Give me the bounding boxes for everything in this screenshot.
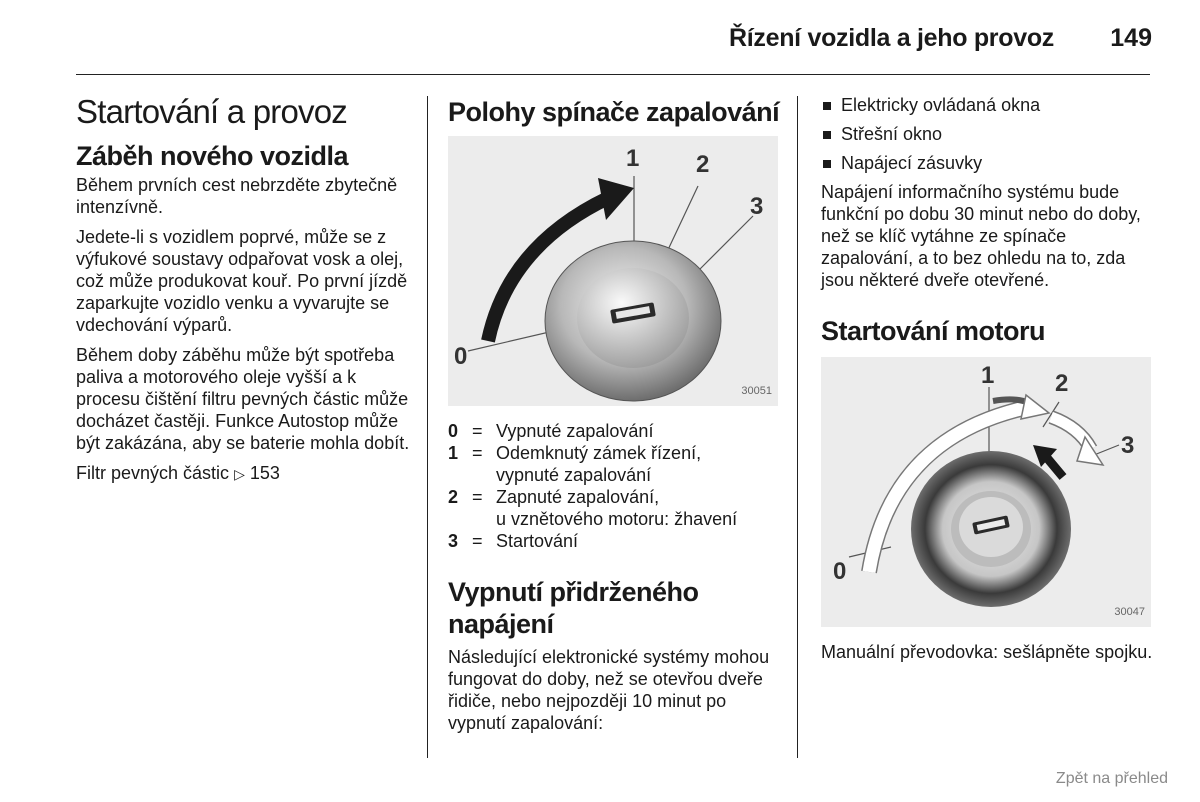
header-rule bbox=[76, 74, 1150, 75]
ignition-switch-illustration bbox=[448, 136, 778, 406]
legend-equals: = bbox=[472, 487, 483, 507]
cross-reference[interactable] bbox=[76, 462, 411, 485]
xref-page[interactable]: 153 bbox=[249, 463, 280, 483]
engine-start-illustration bbox=[821, 357, 1151, 627]
paragraph: Během prvních cest nebrzděte zbytečně intenzívně. bbox=[76, 175, 398, 217]
engine-start-figure bbox=[821, 357, 1151, 627]
legend-row bbox=[448, 420, 783, 442]
column-right bbox=[821, 88, 1156, 671]
heading-engine-start: Startování motoru bbox=[821, 316, 1046, 346]
legend-text-line: Odemknutý zámek řízení, bbox=[496, 443, 702, 463]
figure-code: 30051 bbox=[741, 385, 772, 397]
paragraph: Během doby záběhu může být spotřeba paliva a motorového oleje vyšší a k procesu čištění filtru pevných částic může docházet častěji. Funkce Autostop může být zakázána, aby se baterie mohla dobít. bbox=[76, 345, 410, 453]
list-item: Napájecí zásuvky bbox=[821, 152, 1156, 174]
position-label-2: 2 bbox=[696, 151, 710, 178]
back-to-overview-link[interactable]: Zpět na přehled bbox=[1055, 770, 1168, 787]
bullet-list bbox=[821, 94, 1156, 174]
position-label-1: 1 bbox=[981, 362, 995, 389]
legend-text-line: Zapnuté zapalování, bbox=[496, 487, 660, 507]
legend-text bbox=[496, 442, 783, 486]
list-item: Elektricky ovládaná okna bbox=[821, 94, 1156, 116]
arrow-reference-icon: ▷ bbox=[234, 466, 245, 482]
legend-key: 2 bbox=[448, 487, 459, 507]
legend-equals: = bbox=[472, 531, 483, 551]
heading-retained-power-off: Vypnutí přidrženého napájení bbox=[448, 577, 699, 639]
legend-row bbox=[448, 442, 783, 486]
legend-key: 3 bbox=[448, 531, 459, 551]
legend-equals: = bbox=[472, 443, 483, 463]
legend-row bbox=[448, 530, 783, 552]
subsection-title: Záběh nového vozidla bbox=[76, 141, 349, 171]
column-middle bbox=[448, 88, 783, 742]
legend-text-line: vypnuté zapalování bbox=[496, 465, 652, 485]
position-label-1: 1 bbox=[626, 145, 640, 172]
page-number: 149 bbox=[1110, 24, 1152, 52]
position-label-0: 0 bbox=[833, 558, 847, 585]
legend-key: 1 bbox=[448, 443, 459, 463]
header-title: Řízení vozidla a jeho provoz bbox=[729, 24, 1054, 52]
xref-text: Filtr pevných částic bbox=[76, 463, 230, 483]
paragraph: Napájení informačního systému bude funkční po dobu 30 minut nebo do doby, než se klíč vytáhne ze spínače zapalování, a to bez ohledu na to, zda jsou některé dveře otevřené. bbox=[821, 182, 1141, 290]
legend-equals: = bbox=[472, 421, 483, 441]
column-divider bbox=[797, 96, 798, 758]
figure-code: 30047 bbox=[1114, 606, 1145, 618]
legend-row bbox=[448, 486, 783, 530]
position-legend bbox=[448, 420, 783, 552]
position-label-3: 3 bbox=[750, 193, 764, 220]
list-item: Střešní okno bbox=[821, 123, 1156, 145]
paragraph: Manuální převodovka: sešlápněte spojku. bbox=[821, 642, 1153, 662]
column-left bbox=[76, 88, 411, 493]
heading-ignition-positions: Polohy spínače zapalování bbox=[448, 97, 780, 127]
column-divider bbox=[427, 96, 428, 758]
legend-text: Startování bbox=[496, 531, 579, 551]
paragraph: Jedete-li s vozidlem poprvé, může se z výfukové soustavy odpařovat vosk a olej, což může produkovat kouř. Po první jízdě zaparkujte vozidlo venku a vyvarujte se vdechování výparů. bbox=[76, 227, 408, 335]
legend-text-line: u vznětového motoru: žhavení bbox=[496, 509, 738, 529]
paragraph: Následující elektronické systémy mohou fungovat do doby, než se otevřou dveře řidiče, nebo nejpozději 10 minut po vypnutí zapalování: bbox=[448, 647, 770, 733]
position-label-0: 0 bbox=[454, 343, 468, 370]
section-title: Startování a provoz bbox=[76, 93, 347, 130]
position-label-2: 2 bbox=[1055, 370, 1069, 397]
legend-text bbox=[496, 486, 783, 530]
legend-key: 0 bbox=[448, 421, 459, 441]
position-label-3: 3 bbox=[1121, 432, 1135, 459]
ignition-switch-figure bbox=[448, 136, 778, 406]
legend-text: Vypnuté zapalování bbox=[496, 421, 654, 441]
